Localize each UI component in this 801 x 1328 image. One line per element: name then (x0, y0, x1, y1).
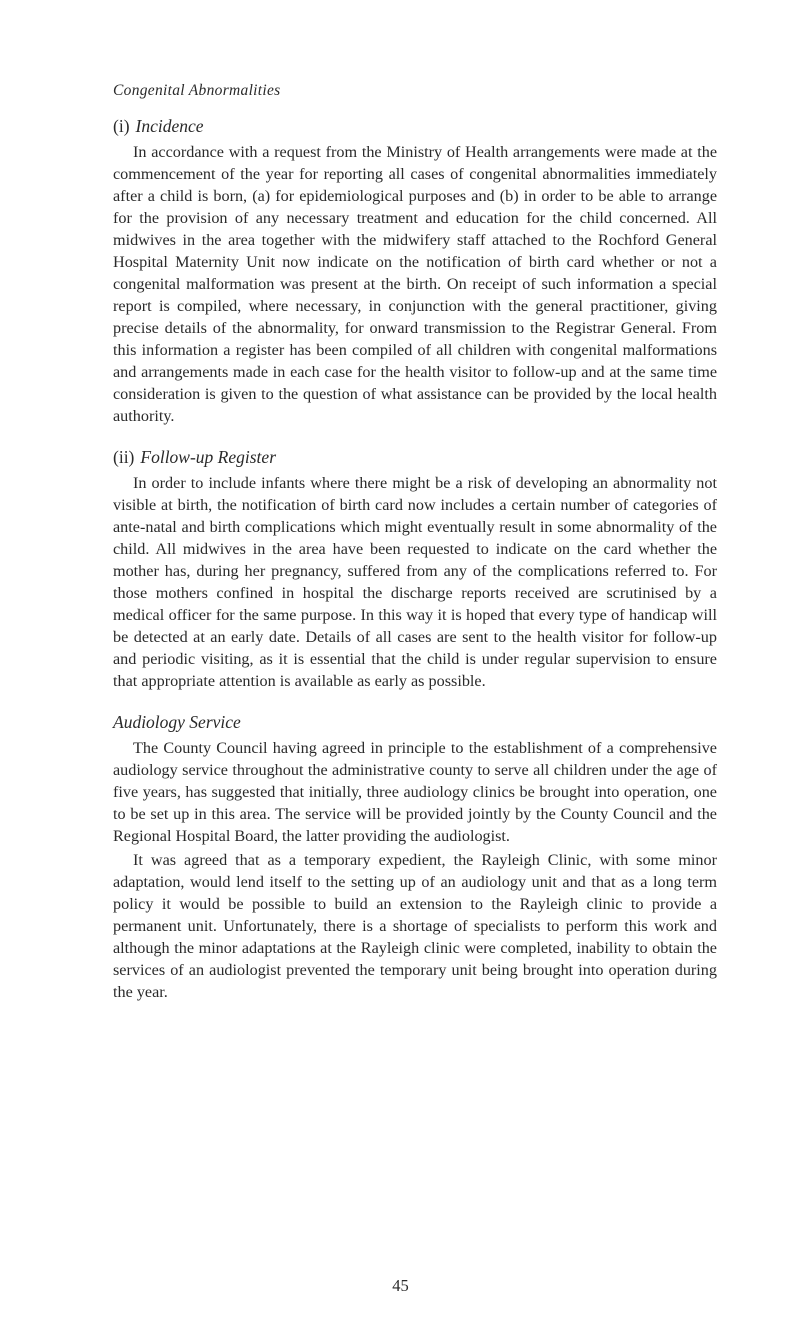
audiology-title: Audiology Service (113, 712, 241, 732)
follow-up-number: (ii) (113, 447, 135, 467)
running-head: Congenital Abnormalities (113, 82, 281, 99)
page-number: 45 (392, 1276, 409, 1295)
incidence-heading (113, 116, 717, 137)
follow-up-paragraph: In order to include infants where there might be a risk of developing an abnormality not visible at birth, the notification of birth card now includes a certain number of categories of ante-natal and birth complications which might eventually result in some abnormality of the child. All midwives in the area have been requested to indicate on the card whether the mother has, during her pregnancy, suffered from any of the complications referred to. For those mothers confined in hospital the discharge reports received are scrutinised by a medical officer for the same purpose. In this way it is hoped that every type of handicap will be detected at an early date. Details of all cases are sent to the health visitor for follow-up and periodic visiting, as it is essential that the child is under regular supervision to ensure that appropriate attention is available as early as possible. (113, 474, 717, 690)
follow-up-heading (113, 447, 717, 468)
follow-up-title: Follow-up Register (140, 447, 276, 467)
audiology-paragraph-1: The County Council having agreed in principle to the establishment of a comprehensive audiology service throughout the administrative county to serve all children under the age of five years, has suggested that initially, three audiology clinics be brought into operation, one to be set up in this area. The service will be provided jointly by the County Council and the Regional Hospital Board, the latter providing the audiologist. (113, 739, 717, 845)
follow-up-section (113, 447, 717, 692)
audiology-paragraph-2: It was agreed that as a temporary expedient, the Rayleigh Clinic, with some minor adaptation, would lend itself to the setting up of an audiology unit and that as a long term policy it would be possible to build an extension to the Rayleigh clinic to provide a permanent unit. Unfortunately, there is a shortage of specialists to perform this work and although the minor adaptations at the Rayleigh clinic were completed, inability to obtain the services of an audiologist prevented the temporary unit being brought into operation during the year. (113, 851, 717, 1001)
incidence-title: Incidence (135, 116, 204, 136)
incidence-number: (i) (113, 116, 130, 136)
audiology-section (113, 712, 717, 1003)
incidence-paragraph: In accordance with a request from the Ministry of Health arrangements were made at the commencement of the year for reporting all cases of congenital abnormalities immediately after a child is born, (a) for epidemiological purposes and (b) in order to be able to arrange for the provision of any necessary treatment and education for the child concerned. All midwives in the area together with the midwifery staff attached to the Rochford General Hospital Maternity Unit now indicate on the notification of birth card whether or not a congenital malformation was present at the birth. On receipt of such information a special report is compiled, where necessary, in conjunction with the general practitioner, giving precise details of the abnormality, for onward transmission to the Registrar General. From this information a register has been compiled of all children with congenital malformations and arrangements made in each case for the health visitor to follow-up and at the same time consideration is given to the question of what assistance can be provided by the local health authority. (113, 143, 717, 425)
page-body (113, 82, 717, 1023)
incidence-section (113, 116, 717, 427)
